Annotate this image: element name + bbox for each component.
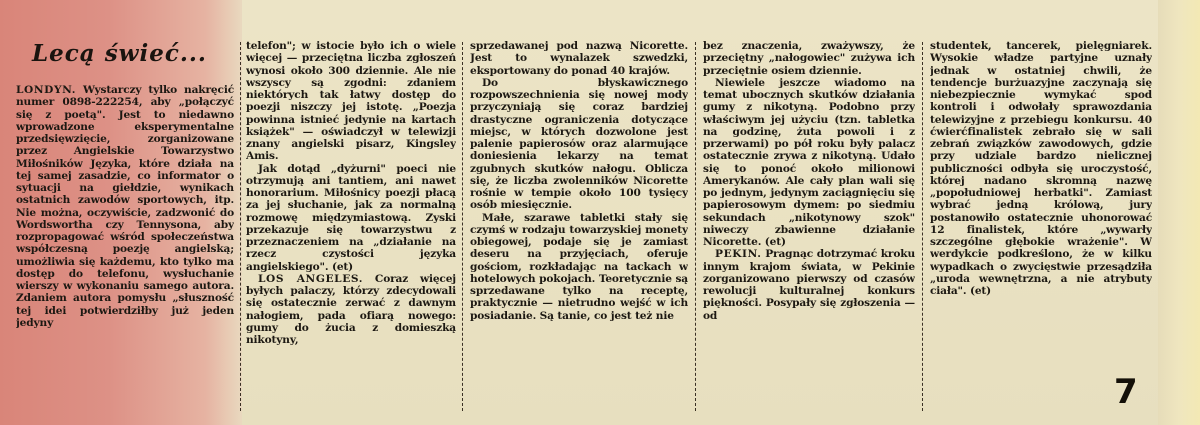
article-text: Jak dotąd „dyżurni" poeci nie otrzymują ani tantiem, ani nawet honorarium. Miłośnicy poezji płacą za jej słuchanie, jak za normalną rozmowę międzymiastową. Zyski przekazuje się towarzystwu z przeznaczeniem na „działanie na rzecz czystości języka angielskiego". (et)	[246, 162, 456, 273]
column-3	[470, 40, 688, 408]
column-divider	[462, 42, 463, 411]
article-los-angeles	[246, 273, 456, 347]
column-2	[246, 40, 456, 408]
article-text: sprzedawanej pod nazwą Nicorette. Jest to wynalazek szwedzki, eksportowany do ponad 40 krajów.	[470, 40, 688, 77]
dateline-london: LONDYN.	[16, 84, 77, 96]
article-text: studentek, tancerek, pielęgniarek. Wysokie władze partyjne uznały jednak w ostatniej chwili, że tendencje burżuazyjne zaczynają się niebezpiecznie wymykać spod kontroli i odwołały sprawozdania telewizyjne z przebiegu konkursu. 40 ćwierćfinalistek zebrało się w sali zebrań związków zawodowych, gdzie przy udziale bardzo nielicznej publiczności odbyła się uroczystość, której nadano skromną nazwę „popołudniowej herbatki". Zamiast wybrać jedną królową, jury postanowiło ostatecznie uhonorować 12 finalistek, które „wywarły szczególne głębokie wrażenie". W werdykcie podkreślono, że w kilku wypadkach o zwycięstwie przesądziła „uroda wewnętrzna, a nie atrybuty ciała". (et)	[930, 40, 1152, 297]
article-text: telefon"; w istocie było ich o wiele więcej — przeciętna liczba zgłoszeń wynosi około 300 dziennie. Ale nie wszyscy są zgodni: zdaniem niektórych tak łatwy dostęp do poezji niszczy jej istotę. „Poezja powinna istnieć jedynie na kartach książek" — oświadczył w telewizji znany angielski pisarz, Kingsley Amis.	[246, 40, 456, 163]
dateline-los-angeles: LOS ANGELES.	[258, 272, 364, 285]
column-divider	[922, 42, 923, 411]
article-text: bez znaczenia, zważywszy, że przeciętny „nałogowiec" zużywa ich przeciętnie osiem dziennie.	[703, 40, 915, 77]
article-pekin	[703, 248, 915, 322]
article-text: Wystarczy tylko nakręcić numer 0898-222254, aby „połączyć się z poetą". Jest to niedawno wprowadzone eksperymentalne przedsięwzięcie, zorganizowane przez Angielskie Towarzystwo Miłośników Języka, które działa na tej samej zasadzie, co informator o sytuacji na giełdzie, wynikach ostatnich zawodów sportowych, itp. Nie można, oczywiście, zadzwonić do Wordswortha czy Tennysona, aby rozpropagować wśród społeczeństwa współczesną poezję angielską; umożliwia się każdemu, kto tylko ma dostęp do telefonu, wysłuchanie wierszy w wykonaniu samego autora. Zdaniem autora pomysłu „słuszność tej idei potwierdziłby już jeden jedyny	[16, 84, 234, 329]
column-divider	[240, 42, 241, 411]
article-text: Niewiele jeszcze wiadomo na temat ubocznych skutków działania gumy z nikotyną. Podobno przy właściwym jej użyciu (tzn. tabletka na godzinę, żuta powoli i z przerwami) po pół roku były palacz ostatecznie zrywa z nikotyną. Udało się to ponoć około milionowi Amerykanów. Ale cały plan wali się po jednym, jedynym zaciągnięciu się papierosowym dymem: po siedmiu sekundach „nikotynowy szok" niweczy zbawienne działanie Nicorette. (et)	[703, 76, 915, 248]
dateline-pekin: PEKIN.	[715, 248, 762, 261]
article-text: Pragnąc dotrzymać kroku innym krajom świata, w Pekinie zorganizowano pierwszy od czasów rewolucji kulturalnej konkurs piękności. Posypały się zgłoszenia — od	[703, 248, 915, 322]
page-edge	[1158, 0, 1200, 425]
article-london	[16, 84, 234, 329]
article-text: Coraz więcej byłych palaczy, którzy zdecydowali się ostatecznie zerwać z dawnym nałogiem, pada ofiarą nowego: gumy do żucia z domieszką nikotyny,	[246, 272, 456, 346]
column-title: Lecą świeć...	[32, 40, 207, 67]
article-text: Do błyskawicznego rozpowszechnienia się nowej mody przyczyniają się coraz bardziej drastyczne ograniczenia dotyczące miejsc, w których dozwolone jest palenie papierosów oraz alarmujące doniesienia lekarzy na temat zgubnych skutków nałogu. Oblicza się, że liczba zwolenników Nicorette rośnie w tempie około 100 tysięcy osób miesięcznie.	[470, 76, 688, 212]
column-divider	[695, 42, 696, 411]
column-5	[930, 40, 1152, 380]
column-1	[16, 84, 234, 374]
column-4	[703, 40, 915, 408]
page-number: 7	[1114, 372, 1138, 412]
article-text: Małe, szarawe tabletki stały się czymś w rodzaju towarzyskiej monety obiegowej, podaje się je zamiast deseru na przyjęciach, oferuje gościom, rozkładając na tackach w hotelowych pokojach. Teoretycznie są sprzedawane tylko na receptę, praktycznie — nietrudno wejść w ich posiadanie. Są tanie, co jest też nie	[470, 211, 688, 322]
